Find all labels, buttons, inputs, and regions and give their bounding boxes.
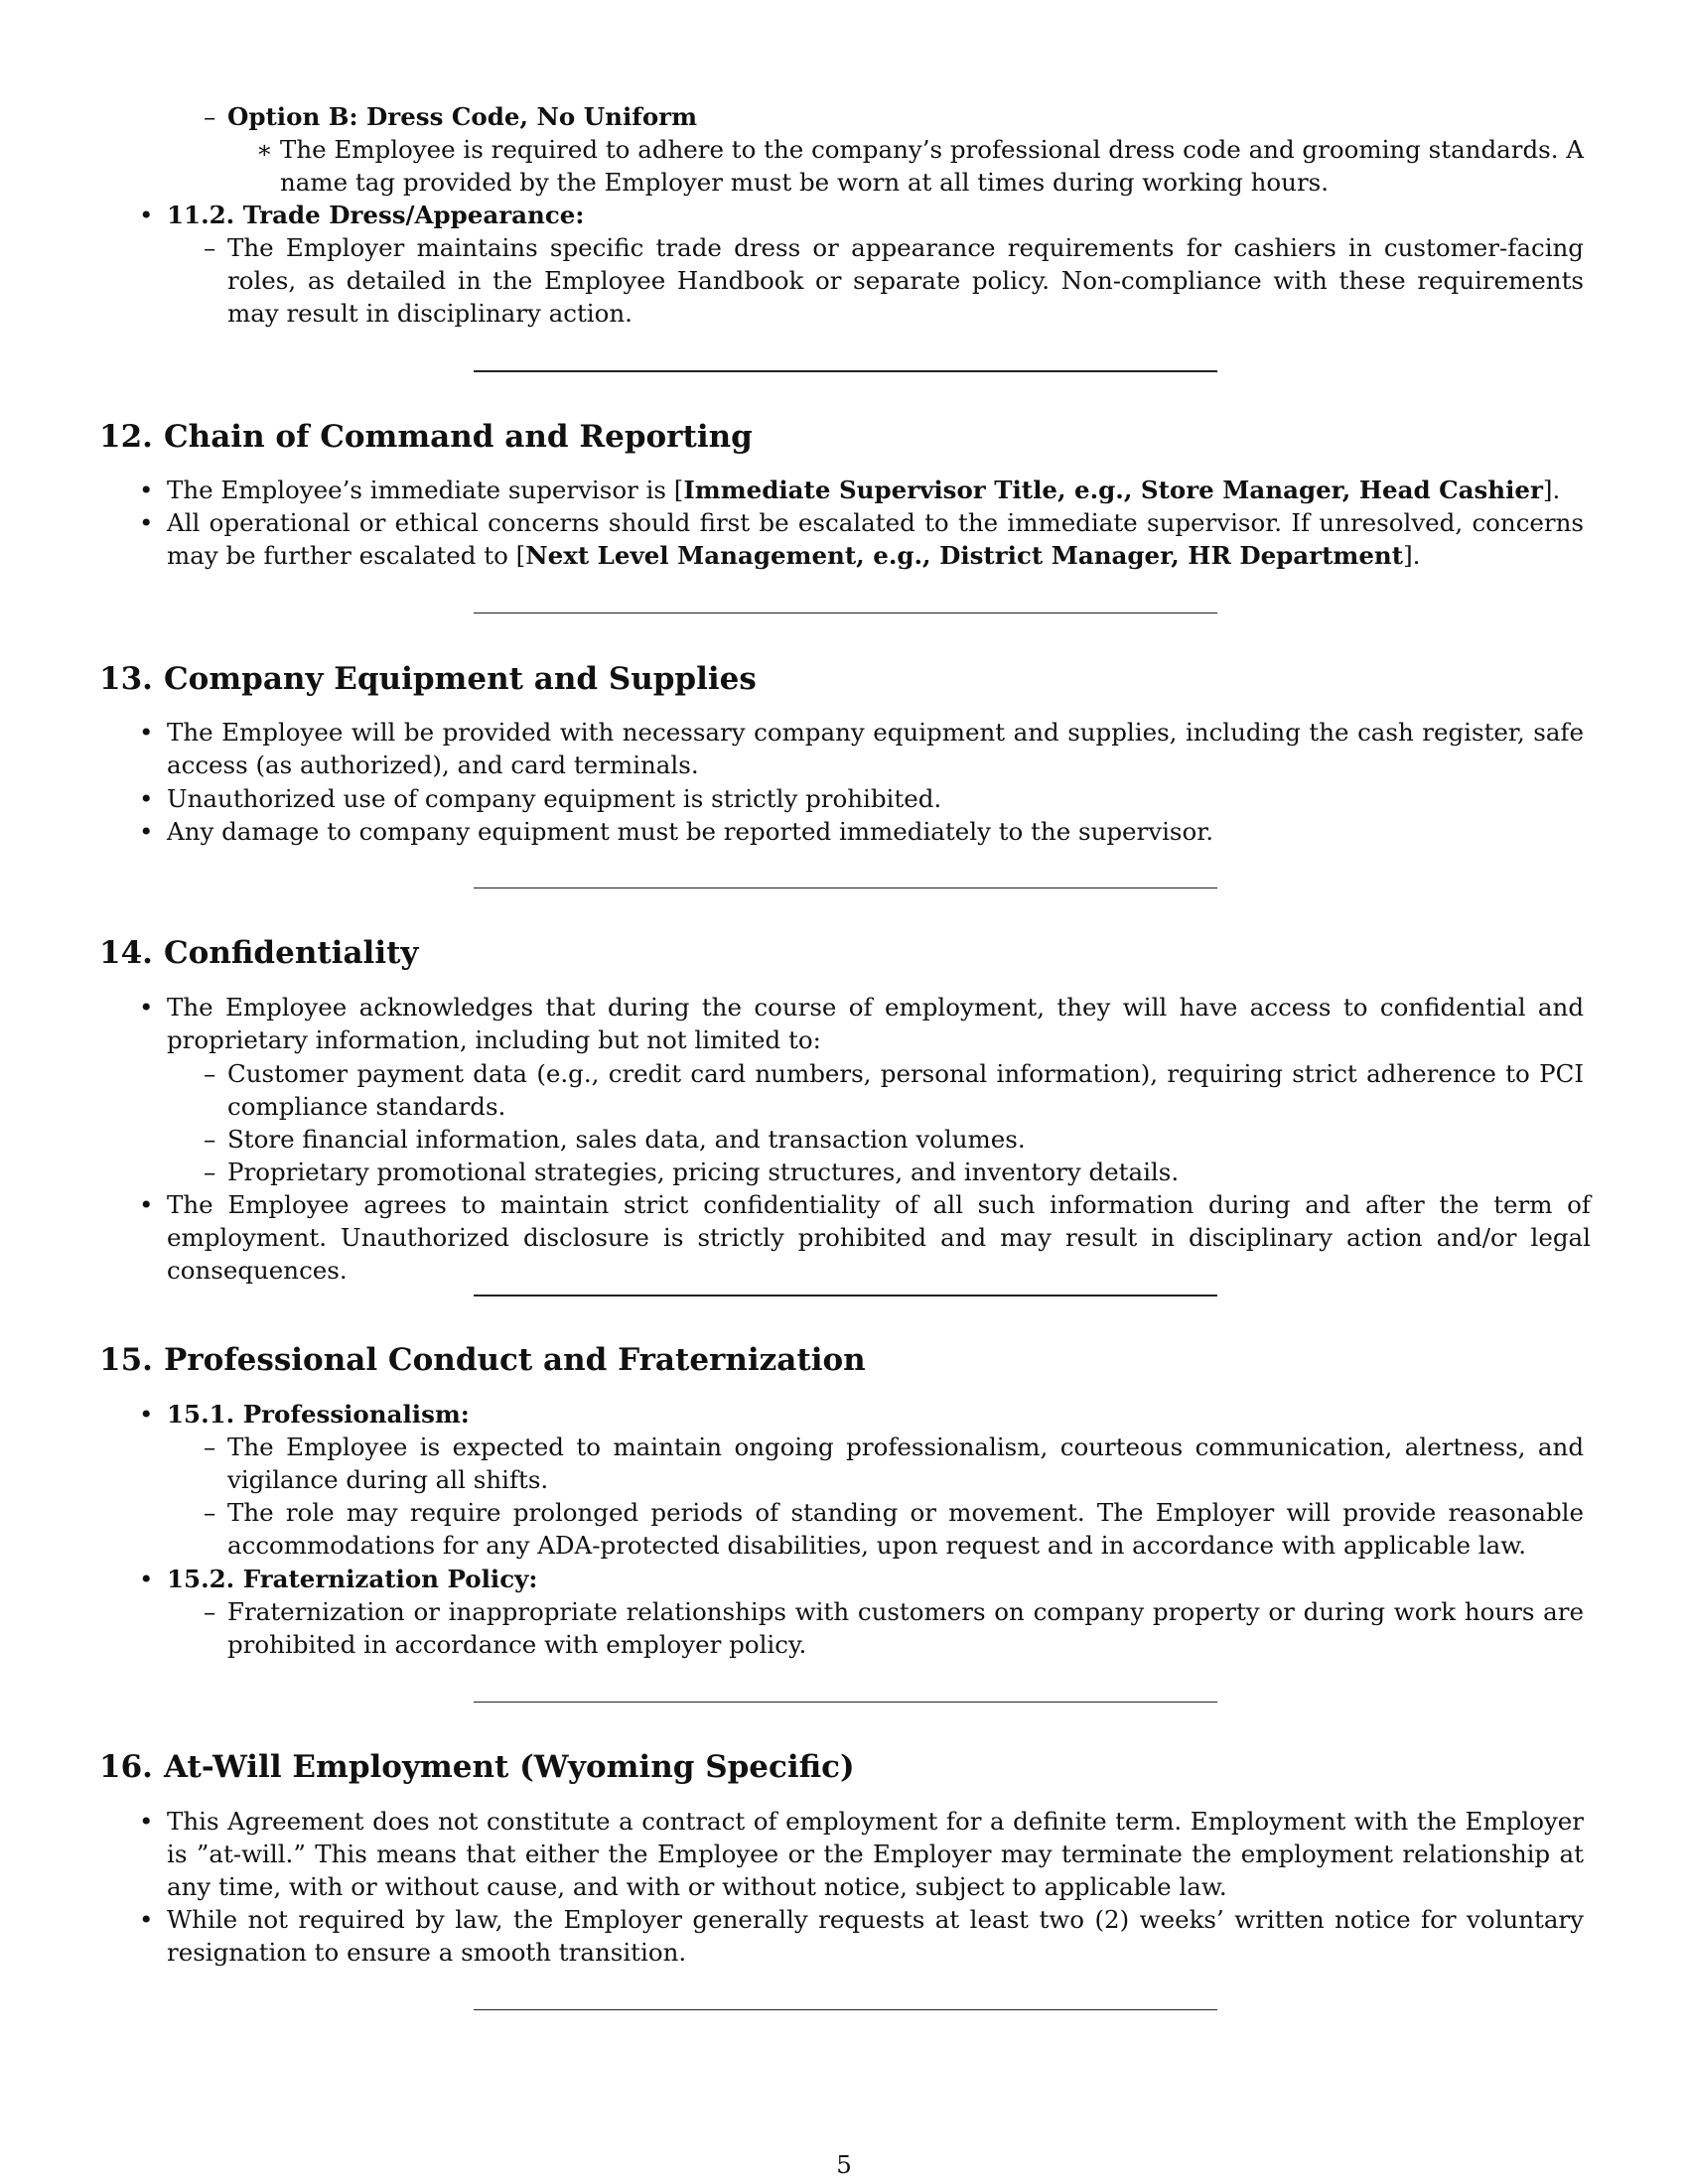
section-divider xyxy=(474,887,1217,888)
section-title: Professional Conduct and Fraternization xyxy=(164,1342,866,1378)
page-number: 5 xyxy=(836,2150,852,2179)
section-heading xyxy=(99,1747,855,1787)
bullet-marker: • xyxy=(139,718,154,747)
list-item xyxy=(204,1496,1584,1562)
list-item-text: The Employee agrees to maintain strict confidentiality of all such information during and after the term of employment. Unauthorized disclosure is strictly prohibited and may result in disciplinary action and/or legal consequences. xyxy=(167,1190,1591,1285)
list-item-text: This Agreement does not constitute a contract of employment for a definite term. Employment with the Employer is ”at-will.” This means that either the Employee or the Employer may terminate the employment relationship at any time, with or without cause, and with or without notice, subject to applicable law. xyxy=(167,1807,1584,1901)
list-item-text: The role may require prolonged periods of standing or movement. The Employer will provide reasonable accommodations for any ADA-protected disabilities, upon request and in accordance with applicable law. xyxy=(227,1498,1584,1560)
text-segment: The Employee’s immediate supervisor is [ xyxy=(167,476,684,504)
text-segment: All operational or ethical concerns should first be escalated to the immediate supervisor. If unresolved, concerns may be further escalated to [ xyxy=(167,508,1584,570)
list-item xyxy=(139,1563,1584,1595)
section-divider xyxy=(474,1295,1217,1297)
list-item-text: The Employee is expected to maintain ongoing professionalism, courteous communication, alertness, and vigilance during all shifts. xyxy=(227,1433,1584,1494)
list-item-text: Proprietary promotional strategies, pricing structures, and inventory details. xyxy=(227,1158,1180,1186)
list-item xyxy=(204,1057,1584,1123)
star-marker: ∗ xyxy=(256,135,273,164)
placeholder-supervisor-title: Immediate Supervisor Title, e.g., Store Manager, Head Cashier xyxy=(683,476,1543,504)
list-item xyxy=(139,782,1584,815)
list-item-text: Customer payment data (e.g., credit card numbers, personal information), requiring strict adherence to PCI compliance standards. xyxy=(227,1059,1584,1121)
section-title: Confidentiality xyxy=(164,935,419,971)
dash-marker: – xyxy=(204,1125,216,1154)
list-item-text: Fraternization or inappropriate relationships with customers on company property or during work hours are prohibited in accordance with employer policy. xyxy=(227,1597,1584,1659)
list-item xyxy=(204,231,1584,330)
bullet-marker: • xyxy=(139,784,154,813)
list-item xyxy=(139,474,1584,506)
list-item xyxy=(139,1188,1591,1287)
section-title: Chain of Command and Reporting xyxy=(164,419,753,455)
bullet-marker: • xyxy=(139,508,154,537)
bullet-marker: • xyxy=(139,1905,154,1934)
option-b-text: The Employee is required to adhere to the company’s professional dress code and grooming standards. A name tag provided by the Employer must be worn at all times during working hours. xyxy=(280,135,1584,197)
section-title: At-Will Employment (Wyoming Specific) xyxy=(164,1749,855,1785)
list-item xyxy=(139,199,1584,231)
list-item-text: The Employee acknowledges that during the course of employment, they will have access to confidential and proprietary information, including but not limited to: xyxy=(167,993,1584,1054)
list-item-text: While not required by law, the Employer generally requests at least two (2) weeks’ written notice for voluntary resignation to ensure a smooth transition. xyxy=(167,1905,1584,1967)
section-divider xyxy=(474,613,1217,614)
text-segment: ]. xyxy=(1542,476,1561,504)
dash-marker: – xyxy=(204,1059,216,1088)
list-item xyxy=(256,133,1584,199)
section-number: 14. xyxy=(99,935,153,971)
list-item xyxy=(139,1805,1584,1903)
list-item xyxy=(139,716,1584,781)
dash-marker: – xyxy=(204,233,216,262)
bullet-marker: • xyxy=(139,1565,154,1593)
list-item xyxy=(204,1595,1584,1661)
section-title: Company Equipment and Supplies xyxy=(164,661,757,697)
list-item xyxy=(139,991,1584,1056)
section-heading xyxy=(99,659,757,699)
list-item xyxy=(204,1156,1584,1188)
section-divider xyxy=(474,370,1217,372)
list-item xyxy=(139,815,1584,848)
list-item xyxy=(204,1431,1584,1496)
dash-marker: – xyxy=(204,1433,216,1461)
section-number: 16. xyxy=(99,1749,153,1785)
section-heading xyxy=(99,417,753,457)
text-segment: ]. xyxy=(1403,541,1421,570)
placeholder-next-level-management: Next Level Management, e.g., District Manager, HR Department xyxy=(525,541,1404,570)
bullet-marker: • xyxy=(139,1400,154,1429)
list-item-text: Unauthorized use of company equipment is strictly prohibited. xyxy=(167,784,942,813)
section-divider xyxy=(474,1702,1217,1703)
dash-marker: – xyxy=(204,1597,216,1626)
list-item-text: The Employee will be provided with necessary company equipment and supplies, including the cash register, safe access (as authorized), and card terminals. xyxy=(167,718,1584,779)
section-number: 15. xyxy=(99,1342,153,1378)
section-divider xyxy=(474,2009,1217,2010)
bullet-marker: • xyxy=(139,993,154,1022)
section-heading xyxy=(99,1340,866,1380)
dash-marker: – xyxy=(204,102,216,131)
subsection-title: 15.1. Professionalism: xyxy=(167,1400,470,1429)
list-item xyxy=(204,100,1584,133)
bullet-marker: • xyxy=(139,201,154,229)
dash-marker: – xyxy=(204,1158,216,1186)
bullet-marker: • xyxy=(139,1190,154,1219)
section-heading xyxy=(99,933,418,973)
bullet-marker: • xyxy=(139,817,154,846)
subsection-title: 15.2. Fraternization Policy: xyxy=(167,1565,538,1593)
bullet-marker: • xyxy=(139,1807,154,1836)
section-number: 12. xyxy=(99,419,153,455)
list-item xyxy=(139,1398,1584,1431)
list-item xyxy=(139,1903,1584,1969)
list-item-text: Any damage to company equipment must be reported immediately to the supervisor. xyxy=(167,817,1214,846)
bullet-marker: • xyxy=(139,476,154,504)
subsection-title: 11.2. Trade Dress/Appearance: xyxy=(167,201,585,229)
list-item xyxy=(204,1123,1584,1156)
section-number: 13. xyxy=(99,661,153,697)
trade-dress-text: The Employer maintains specific trade dress or appearance requirements for cashiers in customer-facing roles, as detailed in the Employee Handbook or separate policy. Non-compliance with these requirements may result in disciplinary action. xyxy=(227,233,1584,328)
list-item-text: Store financial information, sales data, and transaction volumes. xyxy=(227,1125,1026,1154)
dash-marker: – xyxy=(204,1498,216,1527)
option-b-title: Option B: Dress Code, No Uniform xyxy=(227,102,698,131)
list-item xyxy=(139,506,1584,572)
